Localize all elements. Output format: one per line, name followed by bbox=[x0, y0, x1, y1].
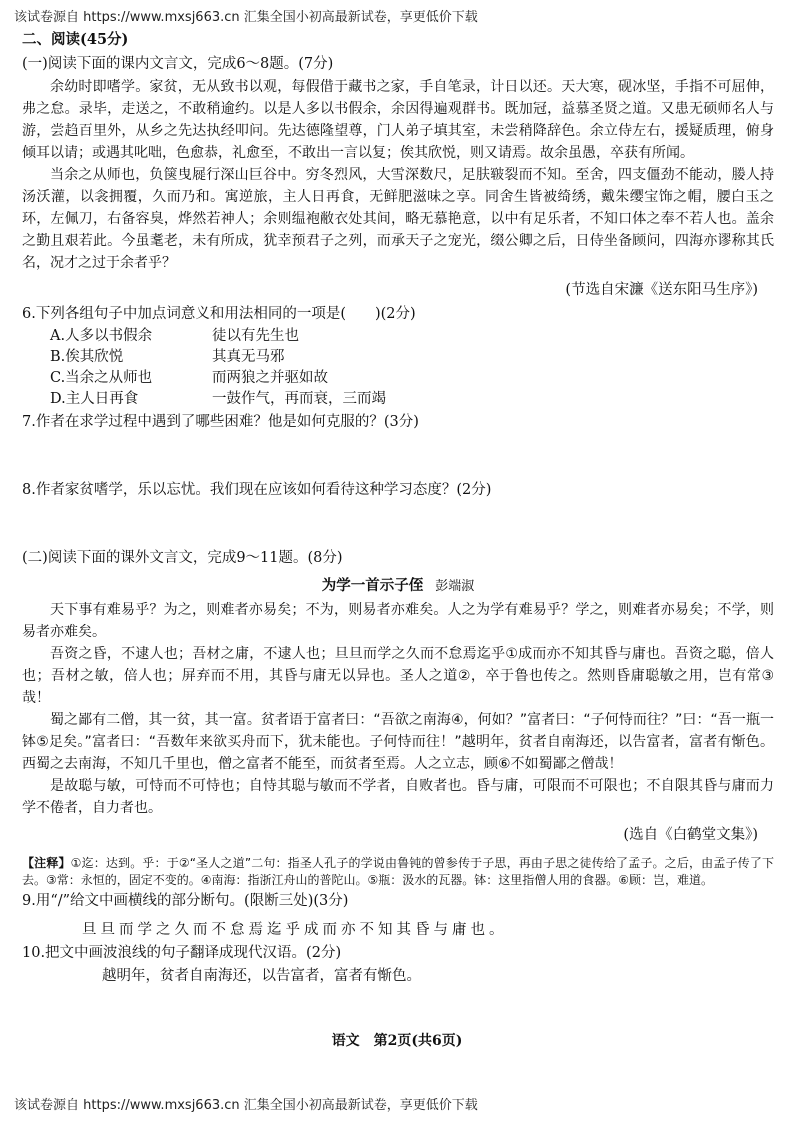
part1-heading: (一)阅读下面的课内文言文，完成6～8题。(7分) bbox=[22, 56, 334, 72]
option-right: 而两狼之并驱如故 bbox=[212, 370, 328, 386]
passage2-title: 为学一首示子侄 bbox=[321, 577, 424, 594]
answer-space bbox=[22, 434, 774, 478]
annotations bbox=[22, 855, 774, 889]
annotations-label: 【注释】 bbox=[22, 856, 71, 870]
option-row bbox=[50, 368, 774, 389]
question-6-options bbox=[50, 326, 774, 410]
passage2-source: (选自《白鹤堂文集》) bbox=[623, 827, 758, 843]
passage1-paragraph: 余幼时即嗜学。家贫，无从致书以观，每假借于藏书之家，手自笔录，计日以还。天大寒，砚冰坚，手指不可屈伸，弗之怠。录毕，走送之，不敢稍逾约。以是人多以书假余，余因得遍观群书。既加冠，益慕圣贤之道。又患无硕师名人与游，尝趋百里外，从乡之先达执经叩问。先达德隆望尊，门人弟子填其室，未尝稍降辞色。余立侍左右，援疑质理，俯身倾耳以请；或遇其叱咄，色愈恭，礼愈至，不敢出一言以复；俟其欣悦，则又请焉。故余虽愚，卒获有所闻。 bbox=[22, 79, 774, 161]
option-left: C.当余之从师也 bbox=[50, 370, 153, 386]
passage2-paragraph: 天下事有难易乎？为之，则难者亦易矣；不为，则易者亦难矣。人之为学有难易乎？学之，则难者亦易矣；不学，则易者亦难矣。 bbox=[22, 602, 774, 640]
option-row bbox=[50, 347, 774, 368]
question-10-stem: 10.把文中画波浪线的句子翻译成现代汉语。(2分) bbox=[22, 945, 342, 961]
passage2-author: 彭端淑 bbox=[435, 579, 475, 594]
option-row bbox=[50, 389, 774, 410]
option-left: A.人多以书假余 bbox=[50, 328, 153, 344]
passage2-title-line bbox=[22, 574, 774, 599]
watermark-top: 该试卷源自 https://www.mxsj663.cn 汇集全国小初高最新试卷，享更低价下载 bbox=[14, 10, 478, 25]
exam-page-content bbox=[22, 28, 774, 987]
answer-space bbox=[22, 502, 774, 546]
annotations-text: ①迄：达到。乎：于②“圣人之道”二句：指圣人孔子的学说由鲁钝的曾参传于子思，再由子思之徒传给了孟子。之后，由孟子传了下去。③常：永恒的，固定不变的。④南海：指浙江舟山的普陀山。⑤瓶：汲水的瓦器。钵：这里指僧人用的食器。⑥顾：岂，难道。 bbox=[22, 856, 774, 887]
passage1-source: (节选自宋濂《送东阳马生序》) bbox=[565, 282, 758, 298]
question-8: 8.作者家贫嗜学，乐以忘忧。我们现在应该如何看待这种学习态度？(2分) bbox=[22, 482, 492, 498]
part2-heading: (二)阅读下面的课外文言文，完成9～11题。(8分) bbox=[22, 550, 343, 566]
section-heading: 二、阅读(45分) bbox=[22, 31, 129, 48]
page-footer: 语文 第2页(共6页) bbox=[331, 1033, 463, 1049]
question-9-text: 旦旦而学之久而不怠焉迄乎成而亦不知其昏与庸也。 bbox=[82, 922, 508, 938]
option-right: 徒以有先生也 bbox=[212, 328, 299, 344]
option-right: 其真无马邪 bbox=[212, 349, 285, 365]
option-left: B.俟其欣悦 bbox=[50, 349, 124, 365]
question-9-stem: 9.用“/”给文中画横线的部分断句。(限断三处)(3分) bbox=[22, 893, 349, 909]
passage2-paragraph: 蜀之鄙有二僧，其一贫，其一富。贫者语于富者曰：“吾欲之南海④，何如？”富者曰：“子何恃而往？”曰：“吾一瓶一钵⑤足矣。”富者曰：“吾数年来欲买舟而下，犹未能也。子何恃而往！”越明年，贫者自南海还，以告富者，富者有惭色。西蜀之去南海，不知几千里也，僧之富者不能至，而贫者至焉。人之立志，顾⑥不如蜀鄙之僧哉！ bbox=[22, 712, 775, 772]
passage1-paragraph: 当余之从师也，负箧曳屣行深山巨谷中。穷冬烈风，大雪深数尺，足肤皲裂而不知。至舍，四支僵劲不能动，媵人持汤沃灌，以衾拥覆，久而乃和。寓逆旅，主人日再食，无鲜肥滋味之享。同舍生皆被绮绣，戴朱缨宝饰之帽，腰白玉之环，左佩刀，右备容臭，烨然若神人；余则缊袍敝衣处其间，略无慕艳意，以中有足乐者，不知口体之奉不若人也。盖余之勤且艰若此。今虽耄老，未有所成，犹幸预君子之列，而承天子之宠光，缀公卿之后，日侍坐备顾问，四海亦谬称其氏名，况才之过于余者乎？ bbox=[22, 167, 774, 271]
question-10-text: 越明年，贫者自南海还，以告富者，富者有惭色。 bbox=[102, 968, 421, 984]
passage2-paragraph: 是故聪与敏，可恃而不可恃也；自恃其聪与敏而不学者，自败者也。昏与庸，可限而不可限也；不自限其昏与庸而力学不倦者，自力者也。 bbox=[22, 778, 774, 816]
option-right: 一鼓作气，再而衰，三而竭 bbox=[212, 391, 386, 407]
question-6-stem: 6.下列各组句子中加点词意义和用法相同的一项是( )(2分) bbox=[22, 306, 416, 322]
option-row bbox=[50, 326, 774, 347]
question-7: 7.作者在求学过程中遇到了哪些困难？他是如何克服的？(3分) bbox=[22, 414, 419, 430]
option-left: D.主人日再食 bbox=[50, 391, 139, 407]
watermark-bottom: 该试卷源自 https://www.mxsj663.cn 汇集全国小初高最新试卷，享更低价下载 bbox=[14, 1098, 478, 1113]
passage2-paragraph: 吾资之昏，不逮人也；吾材之庸，不逮人也；旦旦而学之久而不怠焉迄乎①成而亦不知其昏与庸也。吾资之聪，倍人也；吾材之敏，倍人也；屏弃而不用，其昏与庸无以异也。圣人之道②，卒于鲁也传之。然则昏庸聪敏之用，岂有常③哉！ bbox=[22, 646, 774, 706]
